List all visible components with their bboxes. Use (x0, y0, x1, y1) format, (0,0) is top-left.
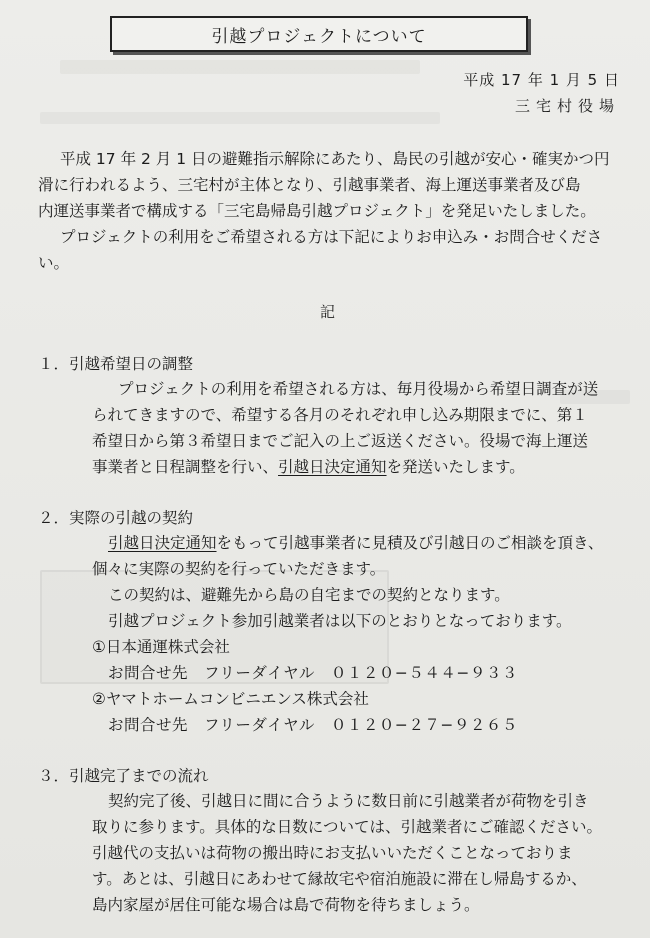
intro-line: い。 (38, 254, 70, 272)
decision-notice-link-text: 引越日決定通知 (108, 534, 217, 552)
section-heading: ３．引越完了までの流れ (38, 767, 209, 785)
section1-line: られてきますので、希望する各月のそれぞれ申し込み期限までに、第１ (92, 406, 588, 424)
company-name: ②ヤマトホームコンビニエンス株式会社 (92, 690, 369, 708)
section2-line (108, 530, 603, 556)
section2-line: 個々に実際の契約を行っていただきます。 (92, 560, 386, 578)
ki-mark: 記 (320, 303, 336, 321)
section2-first-suffix: をもって引越事業者に見積及び引越日のご相談を頂き、 (216, 534, 604, 552)
page-title: 引越プロジェクトについて (211, 26, 427, 47)
issue-date: 平成 17 年 1 月 5 日 (463, 71, 620, 89)
section3-line: 引越代の支払いは荷物の搬出時にお支払いいただくことなっておりま (92, 844, 573, 862)
section-heading: １．引越希望日の調整 (38, 355, 194, 373)
intro-line: 滑に行われるよう、三宅村が主体となり、引越事業者、海上運送事業者及び島 (38, 176, 581, 194)
section2-line: 引越プロジェクト参加引越業者は以下のとおりとなっております。 (108, 612, 572, 630)
section3-line: 島内家屋が居住可能な場合は島で荷物を待ちましょう。 (92, 896, 480, 914)
section1-line: プロジェクトの利用を希望される方は、毎月役場から希望日調査が送 (118, 380, 599, 398)
section1-last-prefix: 事業者と日程調整を行い、 (92, 458, 279, 476)
bleed-through-mark (60, 60, 420, 74)
section-heading: ２．実際の引越の契約 (38, 509, 194, 527)
section1-last-suffix: を発送いたします。 (386, 458, 525, 476)
intro-line: 内運送事業者で構成する「三宅島帰島引越プロジェクト」を発足いたしました。 (38, 202, 596, 220)
company-contact: お問合せ先 フリーダイヤル ０１２０−２７−９２６５ (108, 716, 518, 734)
section3-line: す。あとは、引越日にあわせて縁故宅や宿泊施設に滞在し帰島するか、 (92, 870, 587, 888)
intro-line: プロジェクトの利用をご希望される方は下記によりお申込み・お問合せくださ (60, 228, 603, 246)
section2-line: この契約は、避難先から島の自宅までの契約となります。 (108, 586, 510, 604)
title-box (110, 16, 528, 52)
intro-line: 平成 17 年 2 月 1 日の避難指示解除にあたり、島民の引越が安心・確実かつ円 (60, 150, 610, 168)
section1-line (92, 454, 525, 480)
issuer: 三宅村役場 (514, 97, 620, 115)
section3-line: 契約完了後、引越日に間に合うように数日前に引越業者が荷物を引き (108, 792, 589, 810)
section1-line: 希望日から第３希望日までご記入の上ご返送ください。役場で海上運送 (92, 432, 589, 450)
bleed-through-mark (40, 112, 440, 124)
decision-notice-link-text: 引越日決定通知 (278, 458, 387, 476)
company-contact: お問合せ先 フリーダイヤル ０１２０−５４４−９３３ (108, 664, 518, 682)
section3-line: 取りに参ります。具体的な日数については、引越業者にご確認ください。 (92, 818, 602, 836)
company-name: ①日本通運株式会社 (92, 638, 230, 656)
